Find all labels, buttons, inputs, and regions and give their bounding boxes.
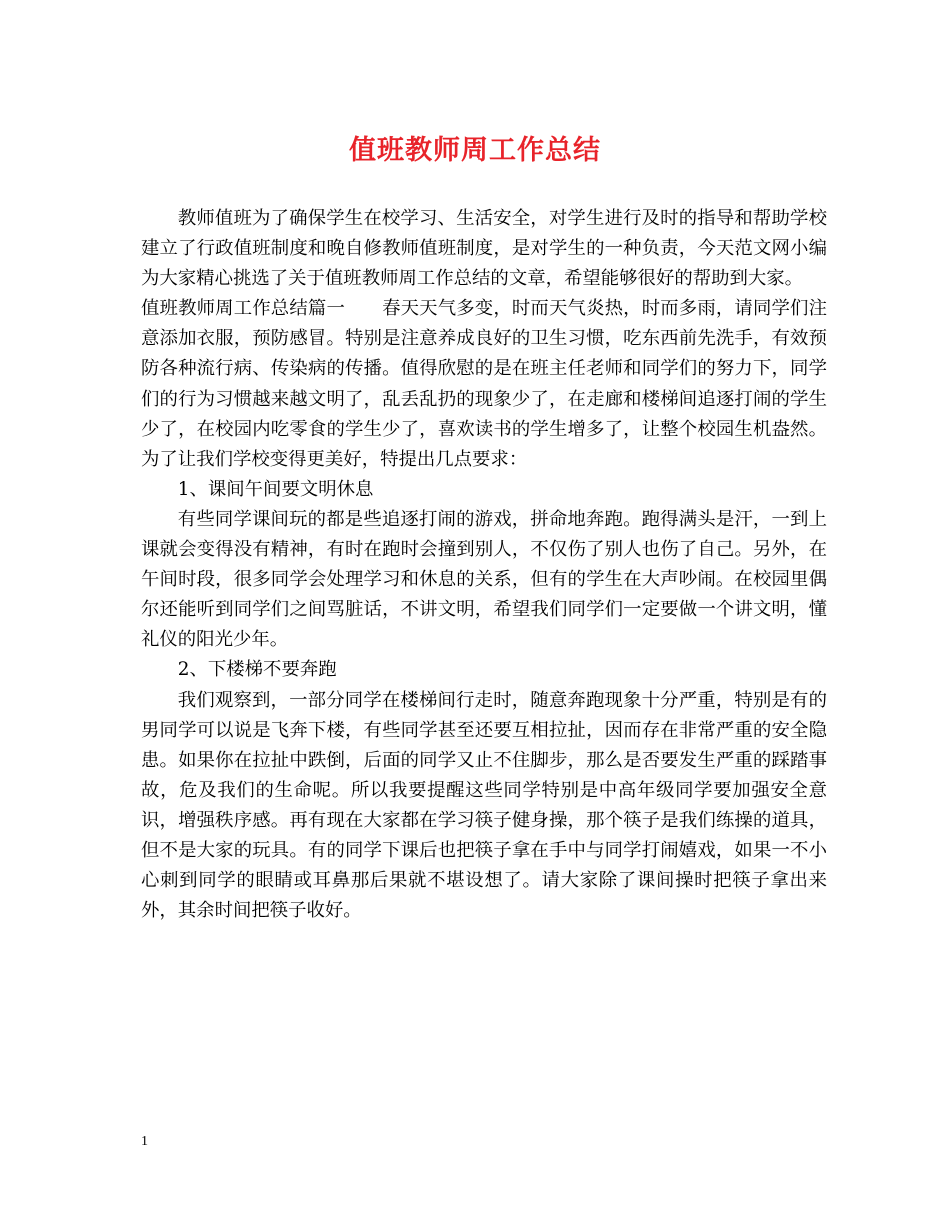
page-number: 1: [141, 1134, 148, 1149]
requirement-heading-2: 2、下楼梯不要奔跑: [177, 659, 337, 681]
intro-paragraph: 教师值班为了确保学生在校学习、生活安全，对学生进行及时的指导和帮助学校建立了行政值班制度和晚自修教师值班制度，是对学生的一种负责，今天范文网小编为大家精心挑选了关于值班教师周工作总结的文章，希望能够很好的帮助到大家。: [141, 208, 827, 290]
requirement-body-1: 有些同学课间玩的都是些追逐打闹的游戏，拼命地奔跑。跑得满头是汗，一到上课就会变得没有精神，有时在跑时会撞到别人，不仅伤了别人也伤了自己。另外，在午间时段，很多同学会处理学习和休息的关系，但有的学生在大声吵闹。在校园里偶尔还能听到同学们之间骂脏话，不讲文明，希望我们同学们一定要做一个讲文明，懂礼仪的阳光少年。: [141, 508, 827, 651]
document-body: [141, 204, 827, 926]
requirement-body-2: 我们观察到，一部分同学在楼梯间行走时，随意奔跑现象十分严重，特别是有的男同学可以说是飞奔下楼，有些同学甚至还要互相拉扯，因而存在非常严重的安全隐患。如果你在拉扯中跌倒，后面的同学又止不住脚步，那么是否要发生严重的踩踏事故，危及我们的生命呢。所以我要提醒这些同学特别是中高年级同学要加强安全意识，增强秩序感。再有现在大家都在学习筷子健身操，那个筷子是我们练操的道具，但不是大家的玩具。有的同学下课后也把筷子拿在手中与同学打闹嬉戏，如果一不小心刺到同学的眼睛或耳鼻那后果就不堪设想了。请大家除了课间操时把筷子拿出来外，其余时间把筷子收好。: [141, 689, 827, 922]
section-one-paragraph: 值班教师周工作总结篇一 春天天气多变，时而天气炎热，时而多雨，请同学们注意添加衣服，预防感冒。特别是注意养成良好的卫生习惯，吃东西前先洗手，有效预防各种流行病、传染病的传播。值得欣慰的是在班主任老师和同学们的努力下，同学们的行为习惯越来越文明了，乱丢乱扔的现象少了，在走廊和楼梯间追逐打闹的学生少了，在校园内吃零食的学生少了，喜欢读书的学生增多了，让整个校园生机盎然。为了让我们学校变得更美好，特提出几点要求：: [141, 298, 827, 470]
requirement-heading-1: 1、课间午间要文明休息: [177, 478, 374, 500]
document-title: 值班教师周工作总结: [349, 135, 601, 166]
